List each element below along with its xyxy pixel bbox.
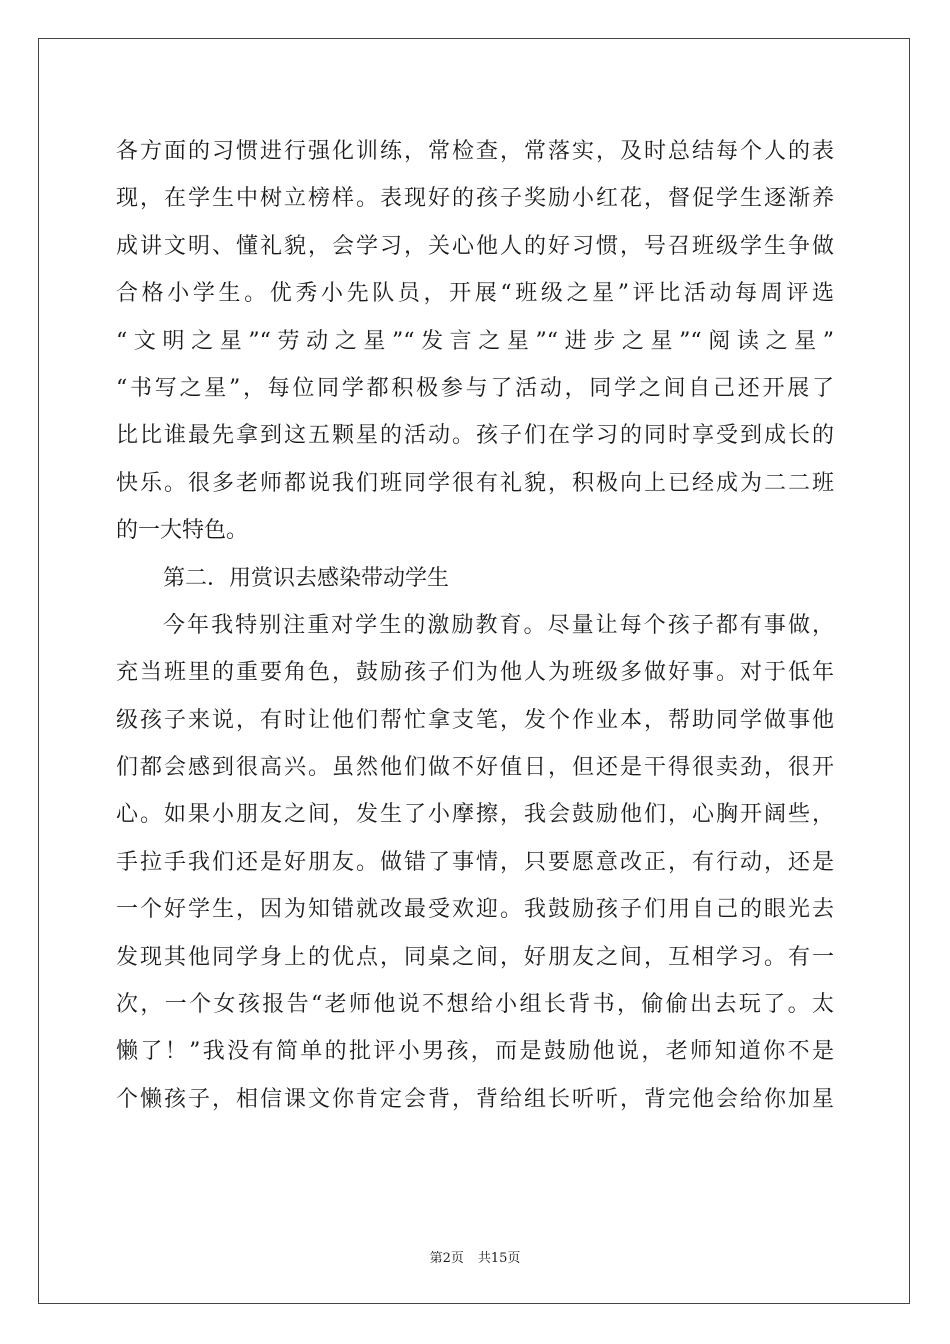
section-heading: 第二．用赏识去感染带动学生 (163, 565, 450, 591)
text-line: 现，在学生中树立榜样。表现好的孩子奖励小红花，督促学生逐渐养 (116, 186, 834, 212)
page-total: 共15页 (477, 1251, 521, 1266)
text-line: “书写之星”，每位同学都积极参与了活动，同学之间自己还开展了 (116, 375, 834, 401)
text-line: 级孩子来说，有时让他们帮忙拿支笔，发个作业本，帮助同学做事他 (116, 707, 834, 733)
page-footer (0, 1247, 950, 1266)
text-line: 快乐。很多老师都说我们班同学很有礼貌，积极向上已经成为二二班 (116, 470, 834, 496)
text-line: 今年我特别注重对学生的激励教育。尽量让每个孩子都有事做， (163, 612, 834, 638)
text-line: 个懒孩子，相信课文你肯定会背，背给组长听听，背完他会给你加星 (116, 1086, 834, 1112)
text-line: “文明之星”“劳动之星”“发言之星”“进步之星”“阅读之星” (116, 328, 834, 354)
text-line: 懒了！”我没有简单的批评小男孩，而是鼓励他说，老师知道你不是 (116, 1039, 834, 1065)
text-line: 们都会感到很高兴。虽然他们做不好值日，但还是干得很卖劲，很开 (116, 755, 834, 781)
text-line: 充当班里的重要角色，鼓励孩子们为他人为班级多做好事。对于低年 (116, 660, 834, 686)
text-line: 成讲文明、懂礼貌，会学习，关心他人的好习惯，号召班级学生争做 (116, 233, 834, 259)
text-line: 各方面的习惯进行强化训练，常检查，常落实，及时总结每个人的表 (116, 139, 834, 164)
text-line: 手拉手我们还是好朋友。做错了事情，只要愿意改正，有行动，还是 (116, 849, 834, 875)
text-line: 发现其他同学身上的优点，同桌之间，好朋友之间，互相学习。有一 (116, 944, 834, 970)
text-line: 一个好学生，因为知错就改最受欢迎。我鼓励孩子们用自己的眼光去 (116, 897, 834, 923)
page-number: 第2页 (429, 1251, 464, 1266)
text-line: 比比谁最先拿到这五颗星的活动。孩子们在学习的同时享受到成长的 (116, 423, 834, 449)
text-line: 合格小学生。优秀小先队员，开展“班级之星”评比活动每周评选 (116, 281, 834, 307)
text-line: 心。如果小朋友之间，发生了小摩擦，我会鼓励他们，心胸开阔些， (116, 802, 834, 828)
text-line: 次，一个女孩报告“老师他说不想给小组长背书，偷偷出去玩了。太 (116, 992, 834, 1018)
document-body (116, 128, 834, 1123)
text-line: 的一大特色。 (116, 518, 249, 544)
